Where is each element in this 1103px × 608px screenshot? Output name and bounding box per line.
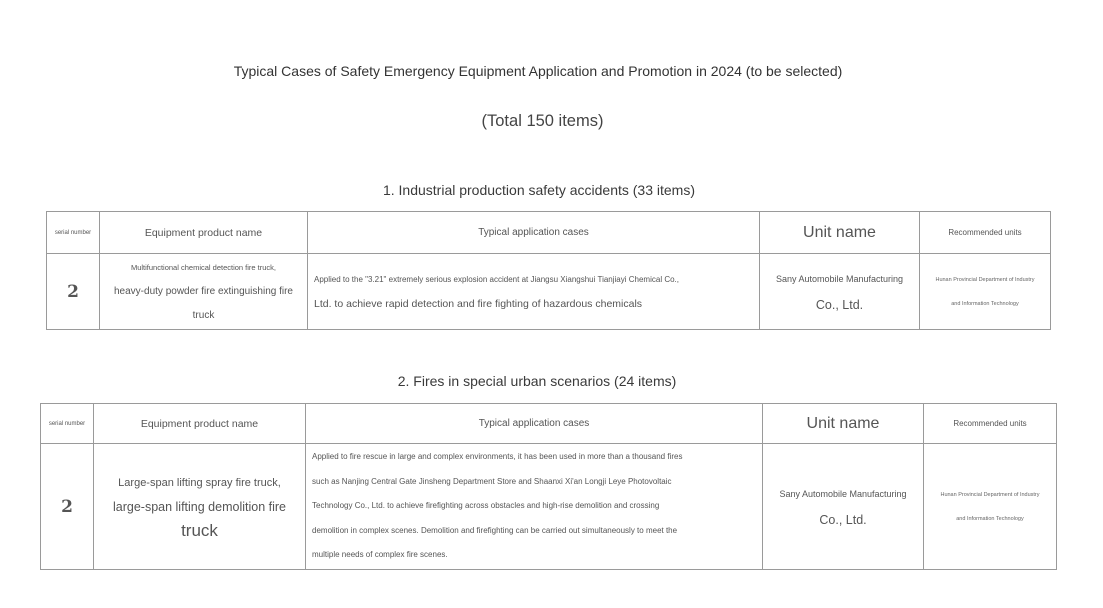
column-header-serial: serial number (41, 404, 94, 444)
case-line: Applied to fire rescue in large and complex environments, it has been used in more than a thousand fires (312, 452, 683, 462)
unit-name-line: Co., Ltd. (815, 297, 864, 312)
column-header-serial: serial number (47, 212, 100, 254)
recommended-unit-cell (924, 444, 1057, 570)
case-line: such as Nanjing Central Gate Jinsheng Department Store and Shaanxi Xi'an Longji Leye Photovoltaic (312, 476, 672, 486)
section-heading-industrial: 1. Industrial production safety accidents (33 items) (382, 182, 696, 198)
table-header-row (41, 404, 1057, 444)
cases-table-industrial (46, 211, 1051, 330)
column-header-unit: Unit name (763, 404, 924, 444)
unit-name-line: Co., Ltd. (819, 512, 867, 527)
case-line: Applied to the "3.21" extremely serious explosion accident at Jiangsu Xiangshui Tianjiayi Chemical Co., (314, 274, 679, 284)
case-line: Technology Co., Ltd. to achieve firefighting across obstacles and high-rise demolition and crossing (312, 501, 660, 511)
column-header-recommended: Recommended units (924, 404, 1057, 444)
unit-name-cell (763, 444, 924, 570)
table-row (47, 254, 1051, 330)
cases-table-urban-fires (40, 403, 1057, 570)
case-line: Ltd. to achieve rapid detection and fire fighting of hazardous chemicals (314, 297, 643, 310)
recommended-unit-cell (920, 254, 1051, 330)
product-name-line: Large-span lifting spray fire truck, (118, 476, 281, 489)
product-name-line: truck (192, 309, 215, 321)
product-name-line: large-span lifting demolition fire (112, 499, 286, 514)
recommended-unit-line: Hunan Provincial Department of Industry (940, 491, 1040, 498)
section-heading-urban-fires: 2. Fires in special urban scenarios (24 items) (397, 373, 677, 389)
product-name-cell (94, 444, 306, 570)
recommended-unit-line: and Information Technology (951, 300, 1019, 307)
table-header-row (47, 212, 1051, 254)
column-header-product: Equipment product name (94, 404, 306, 444)
column-header-recommended: Recommended units (920, 212, 1051, 254)
column-header-cases: Typical application cases (306, 404, 763, 444)
product-name-line: Multifunctional chemical detection fire truck, (130, 262, 277, 272)
application-case-cell (306, 444, 763, 570)
table-row (41, 444, 1057, 570)
case-line: multiple needs of complex fire scenes. (312, 550, 448, 560)
unit-name-cell (760, 254, 920, 330)
column-header-product: Equipment product name (100, 212, 308, 254)
column-header-unit: Unit name (760, 212, 920, 254)
document-title: Typical Cases of Safety Emergency Equipment Application and Promotion in 2024 (to be selected) (233, 63, 843, 79)
recommended-unit-line: and Information Technology (956, 515, 1024, 522)
case-line: demolition in complex scenes. Demolition and firefighting can be carried out simultaneously to meet the (312, 525, 678, 535)
unit-name-line: Sany Automobile Manufacturing (779, 488, 907, 499)
serial-number-cell: 2 (47, 254, 100, 330)
product-name-line: truck (181, 520, 218, 540)
product-name-line: heavy-duty powder fire extinguishing fire (114, 285, 293, 297)
serial-number-cell: 2 (41, 444, 94, 570)
product-name-cell (100, 254, 308, 330)
column-header-cases: Typical application cases (308, 212, 760, 254)
unit-name-line: Sany Automobile Manufacturing (775, 273, 904, 284)
document-total: (Total 150 items) (481, 112, 604, 130)
application-case-cell (308, 254, 760, 330)
recommended-unit-line: Hunan Provincial Department of Industry (935, 276, 1035, 283)
